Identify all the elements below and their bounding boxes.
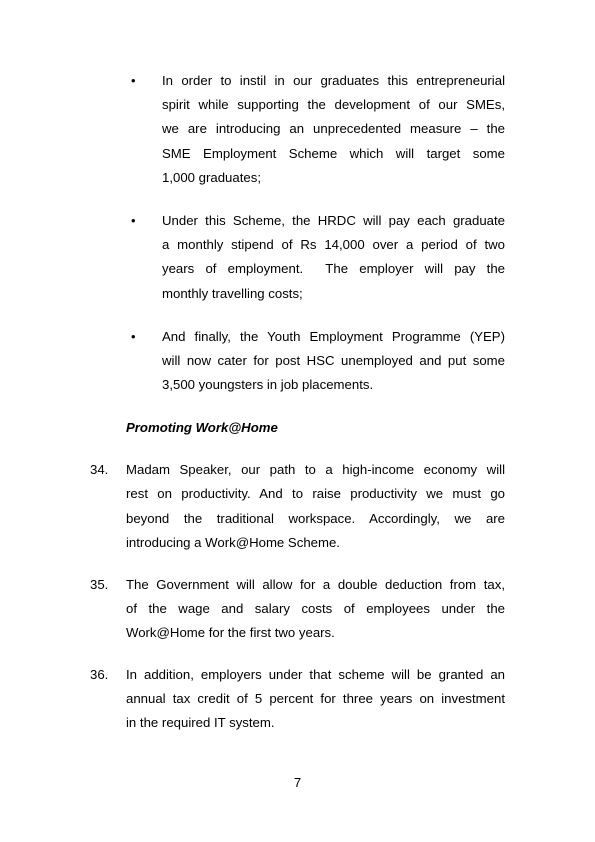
paragraph-34-line-4: introducing a Work@Home Scheme. bbox=[126, 535, 340, 550]
paragraph-35-line-2: of the wage and salary costs of employees under the bbox=[126, 601, 505, 616]
paragraph-34-line-3: beyond the traditional workspace. Accordingly, we are bbox=[126, 511, 505, 526]
bullet-2-line-2: a monthly stipend of Rs 14,000 over a period of two bbox=[162, 237, 505, 252]
bullet-2-line-1: Under this Scheme, the HRDC will pay each graduate bbox=[162, 213, 505, 228]
bullet-3-line-2: will now cater for post HSC unemployed and put some bbox=[162, 353, 505, 368]
bullet-1-line-3: we are introducing an unprecedented measure – the bbox=[162, 121, 505, 136]
paragraph-35-line-1: The Government will allow for a double deduction from tax, bbox=[126, 577, 505, 592]
paragraph-36-line-1: In addition, employers under that scheme will be granted an bbox=[126, 667, 505, 682]
paragraph-34-line-2: rest on productivity. And to raise productivity we must go bbox=[126, 486, 505, 501]
paragraph-number: 34. bbox=[90, 462, 109, 477]
paragraph-36-line-3: in the required IT system. bbox=[126, 715, 275, 730]
bullet-2-line-3: years of employment. The employer will pay the bbox=[162, 261, 505, 276]
bullet-1-line-2: spirit while supporting the development of our SMEs, bbox=[162, 97, 505, 112]
page-number: 7 bbox=[293, 775, 302, 790]
bullet-1-line-4: SME Employment Scheme which will target some bbox=[162, 146, 505, 161]
paragraph-number: 36. bbox=[90, 667, 109, 682]
section-heading: Promoting Work@Home bbox=[126, 420, 278, 435]
bullet-marker: • bbox=[131, 329, 136, 344]
bullet-marker: • bbox=[131, 73, 136, 88]
bullet-1-line-5: 1,000 graduates; bbox=[162, 170, 261, 185]
paragraph-35-line-3: Work@Home for the first two years. bbox=[126, 625, 335, 640]
bullet-1-line-1: In order to instil in our graduates this entrepreneurial bbox=[162, 73, 505, 88]
bullet-3-line-3: 3,500 youngsters in job placements. bbox=[162, 377, 374, 392]
bullet-2-line-4: monthly travelling costs; bbox=[162, 286, 303, 301]
paragraph-36-line-2: annual tax credit of 5 percent for three years on investment bbox=[126, 691, 505, 706]
paragraph-34-line-1: Madam Speaker, our path to a high-income economy will bbox=[126, 462, 505, 477]
bullet-3-line-1: And finally, the Youth Employment Programme (YEP) bbox=[162, 329, 505, 344]
paragraph-number: 35. bbox=[90, 577, 109, 592]
bullet-marker: • bbox=[131, 213, 136, 228]
